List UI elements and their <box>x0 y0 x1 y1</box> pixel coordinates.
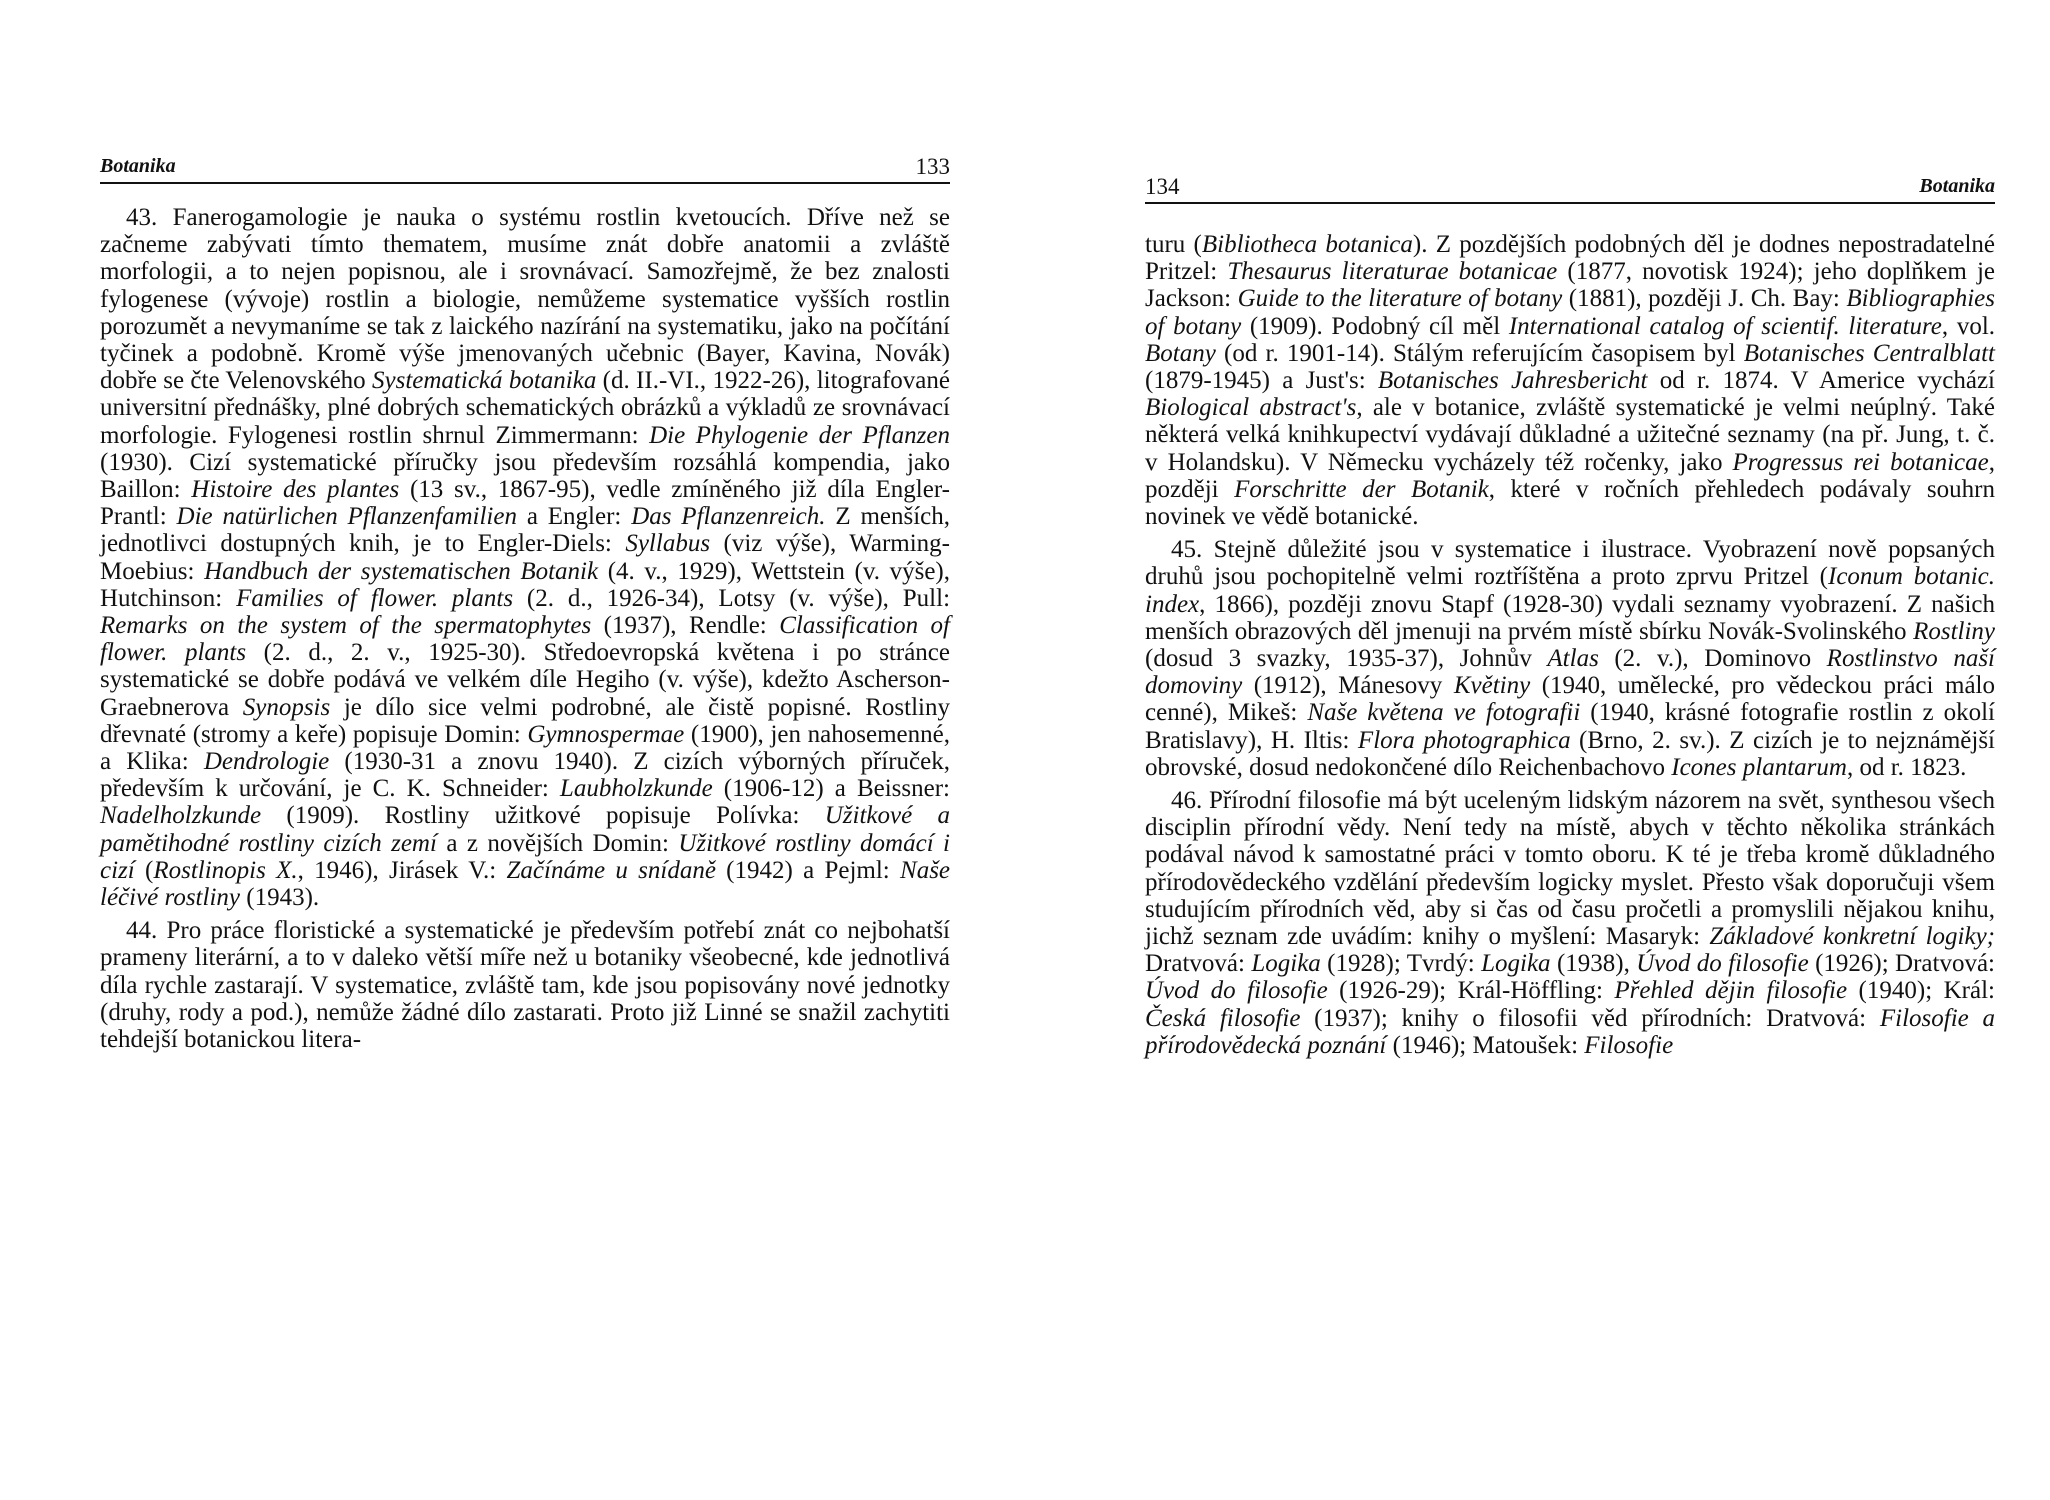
italic-title: Botany <box>1145 339 1216 367</box>
italic-title: Forschritte der Botanik <box>1234 475 1489 503</box>
text-run: (1912), Mánesovy <box>1242 672 1454 700</box>
italic-title: Laubholzkunde <box>559 775 713 803</box>
italic-title: Filosofie a přírodovědecká poznání <box>1145 1004 1995 1059</box>
text-run: (1909). Podobný cíl měl <box>1241 312 1509 340</box>
italic-title: Začínáme u snídaně <box>506 856 716 884</box>
text-run: (1946); Matoušek: <box>1386 1031 1585 1059</box>
running-head <box>100 152 950 184</box>
italic-title: Bibliographies of botany <box>1145 285 1995 340</box>
italic-title: Užitkové rostliny domácí i cizí <box>100 829 950 884</box>
text-run: (1938), <box>1550 950 1637 978</box>
paragraph-number: 45. <box>1171 536 1203 564</box>
text-run: a Engler: <box>516 503 632 531</box>
italic-title: Gymnospermae <box>527 720 685 748</box>
paragraph-number: 44. <box>126 917 158 945</box>
paragraph-44 <box>100 917 950 1053</box>
italic-title: Die Phylogenie der Pflanzen <box>649 421 950 449</box>
text-run: (2. v.), Dominovo <box>1598 645 1827 673</box>
text-run: (1879-1945) a Just's: <box>1145 367 1378 395</box>
text-run: (1909). Rostliny užitkové popisuje Polívka: <box>261 802 825 830</box>
text-run: (1926-29); Král-Höffling: <box>1327 977 1615 1005</box>
text-run: (1926); Dratvová: <box>1808 950 1995 978</box>
paragraph-number: 46. <box>1171 787 1203 815</box>
italic-title: Guide to the literature of botany <box>1237 285 1563 313</box>
text-run: (1937), Rendle: <box>591 612 780 640</box>
text-run: (Brno, 2. sv.). Z cizích je to nejznámější obrovské, dosud nedokončené dílo Reichenbachovo <box>1145 726 1996 781</box>
italic-title: Botanisches Centralblatt <box>1743 339 1996 367</box>
italic-title: Rostlinstvo naší domoviny <box>1145 645 1995 700</box>
italic-title: Die natürlichen Pflanzenfamilien <box>176 503 517 531</box>
italic-title: Iconum botanic. index <box>1145 563 1995 618</box>
italic-title: Atlas <box>1547 645 1599 673</box>
text-run: je dílo sice velmi podrobné, ale čistě popisné. Rostliny dřevnaté (stromy a keře) popisuje Domin: <box>100 693 950 748</box>
text-run: Z menších, jednotlivci dostupných knih, je to Engler-Diels: <box>100 503 951 558</box>
italic-title: Přehled dějin filosofie <box>1614 977 1848 1005</box>
text-run: Stejně důležité jsou v systematice i ilustrace. Vyobrazení nově popsaných druhů jsou pochopitelně velmi roztříštěna a proto zprvu Pritzel ( <box>1145 536 1995 591</box>
italic-title: Synopsis <box>242 693 331 721</box>
text-run: (dosud 3 svazky, 1935-37), Johnův <box>1145 645 1548 673</box>
paragraph-44-continued <box>1145 231 1995 530</box>
text-run: (13 sv., 1867-95), vedle zmíněného již díla Engler-Prantl: <box>100 476 950 531</box>
paragraph-43 <box>100 204 950 911</box>
italic-title: Icones plantarum <box>1671 753 1847 781</box>
text-run: (1940, umělecké, pro vědeckou práci málo cenné), Mikeš: <box>1145 672 1995 727</box>
text-run: (1900), jen nahosemenné, a Klika: <box>100 720 950 776</box>
text-run: od r. 1874. V Americe vychází <box>1647 367 1996 395</box>
text-run: (1940); Král: <box>1847 977 1995 1005</box>
italic-title: Užitkové a pamětihodné rostliny cizích zemí <box>100 802 951 857</box>
text-run: (4. v., 1929), Wettstein (v. výše), Hutchinson: <box>100 557 950 612</box>
body-text <box>100 204 950 1053</box>
italic-title: Dendrologie <box>203 748 330 776</box>
italic-title: Rostliny <box>1913 617 1995 645</box>
text-run: ( <box>134 856 154 884</box>
italic-title: Filosofie <box>1584 1031 1674 1059</box>
text-run: (viz výše), Warming-Moebius: <box>100 530 950 585</box>
running-head <box>1145 172 1995 204</box>
italic-title: Biological abstract's <box>1145 394 1357 422</box>
text-run: (1937); knihy o filosofii věd přírodních: Dratvová: <box>1300 1004 1880 1032</box>
italic-title: Botanisches Jahresbericht <box>1377 367 1648 395</box>
text-run: Pro práce floristické a systematické je především potřebí znát co nejbohatší prameny literární, a to v daleko větší míře než u botaniky všeobecné, kde jednotlivá díla rychle zastarají. V systematice, zvláště tam, kde jsou popisovány nové jednotky (druhy, rody a pod.), nemůže žádné dílo zastarati. Proto již Linné se snažil zachytiti tehdejší botanickou litera- <box>100 917 950 1054</box>
italic-title: Základové konkretní logiky; <box>1709 923 1995 951</box>
text-run: Fanerogamologie je nauka o systému rostlin kvetoucích. Dříve než se začneme zabývati tímto thematem, musíme znát dobře anatomii a zvláště morfologii, a to nejen popisnou, ale i srovnávací. Samozřejmě, že bez znalosti fylogenese (vývoje) rostlin a biologie, nemůžeme systematice vyšších rostlin porozumět a nevymaníme se tak z laického nazírání na systematiku, jako na počítání tyčinek a podobně. Kromě výše jmenovaných učebnic (Bayer, Kavina, Novák) dobře se čte Velenovského <box>100 204 950 395</box>
italic-title: Flora photographica <box>1357 726 1571 754</box>
italic-title: Syllabus <box>625 530 711 558</box>
italic-title: Das Pflanzenreich. <box>631 503 826 531</box>
right-page <box>1025 0 2050 1500</box>
text-run: (d. II.-VI., 1922-26), litografované universitní přednášky, plné dobrých schematických obrázků a výkladů ze srovnávací morfologie. Fylogenesi rostlin shrnul Zimmermann: <box>100 367 950 449</box>
italic-title: Classification of flower. plants <box>100 612 950 667</box>
italic-title: Logika <box>1251 950 1321 978</box>
text-run: , 1866), později znovu Stapf (1928-30) vydali seznamy vyobrazení. Z našich menších obrazových děl jmenuji na prvém místě sbírku Novák-Svolinského <box>1145 590 1995 645</box>
text-run: , které v ročních přehledech podávaly souhrn novinek ve vědě botanické. <box>1145 475 1995 531</box>
italic-title: Progressus rei botanicae <box>1732 448 1989 476</box>
italic-title: Úvod do filosofie <box>1636 950 1809 978</box>
italic-title: Bibliotheca botanica <box>1201 231 1413 258</box>
italic-title: Families of flower. plants <box>236 584 514 612</box>
text-run: (1930-31 a znovu 1940). Z cizích výborných příruček, především k určování, je C. K. Schneider: <box>100 748 950 803</box>
text-run: a z novějších Domin: <box>436 829 679 857</box>
italic-title: Naše květena ve fotografii <box>1307 699 1581 727</box>
text-run: (1906-12) a Beissner: <box>712 775 950 803</box>
paragraph-45 <box>1145 536 1995 781</box>
text-run: (1928); Tvrdý: <box>1320 950 1482 978</box>
text-run: , ale v botanice, zvláště systematické je velmi neúplný. Také některá velká knihkupectví vydávají důkladné a užitečné seznamy (na př. Jung, t. č. v Holandsku). V Německu vycházely též ročenky, jako <box>1145 394 1996 476</box>
text-run: ). Z pozdějších podobných děl je dodnes nepostradatelné Pritzel: <box>1145 231 1995 286</box>
italic-title: Česká filosofie <box>1145 1004 1301 1032</box>
text-run: (1942) a Pejml: <box>715 856 901 884</box>
running-title: Botanika <box>1919 175 1995 197</box>
italic-title: Květiny <box>1453 672 1531 700</box>
text-run: , později <box>1145 448 1995 503</box>
italic-title: Logika <box>1481 950 1551 978</box>
paragraph-46 <box>1145 787 1995 1059</box>
text-run: Dratvová: <box>1145 950 1252 978</box>
text-run: , od r. 1823. <box>1846 753 1967 781</box>
italic-title: Remarks on the system of the spermatophytes <box>100 612 592 640</box>
text-run: (1943). <box>240 884 320 912</box>
text-run: (1877, novotisk 1924); jeho doplňkem je Jackson: <box>1145 258 1995 313</box>
text-run: (od r. 1901-14). Stálým referujícím časopisem byl <box>1215 339 1744 367</box>
page-number: 134 <box>1145 174 1180 199</box>
italic-title: Úvod do filosofie <box>1145 977 1328 1005</box>
text-run: (1881), později J. Ch. Bay: <box>1562 285 1847 313</box>
italic-title: International catalog of scientif. literature <box>1508 312 1942 340</box>
text-run: , 1946), Jirásek V.: <box>297 856 507 884</box>
text-run: , vol. <box>1941 312 1996 340</box>
italic-title: Naše léčivé rostliny <box>100 856 951 912</box>
italic-title: Systematická botanika <box>372 367 597 395</box>
page-number: 133 <box>915 154 950 179</box>
running-title: Botanika <box>100 155 176 177</box>
body-text <box>1145 231 1995 1059</box>
text-run: (1930). Cizí systematické příručky jsou především rozsáhlá kompendia, jako Baillon: <box>100 448 950 504</box>
italic-title: Rostlinopis X. <box>153 856 298 884</box>
text-run: turu ( <box>1145 231 1202 258</box>
text-run: (1940, krásné fotografie rostlin z okolí Bratislavy), H. Iltis: <box>1145 699 1996 754</box>
italic-title: Histoire des plantes <box>191 476 400 504</box>
italic-title: Thesaurus literaturae botanicae <box>1227 258 1558 286</box>
italic-title: Handbuch der systematischen Botanik <box>204 557 599 585</box>
text-run: (2. d., 1926-34), Lotsy (v. výše), Pull: <box>513 584 951 612</box>
text-run: (2. d., 2. v., 1925-30). Středoevropská květena i po stránce systematické se dobře podává ve velkém díle Hegiho (v. výše), kdežto Ascherson-Graebnerova <box>100 639 950 721</box>
italic-title: Nadelholzkunde <box>100 802 262 830</box>
text-run: Přírodní filosofie má být uceleným lidským názorem na svět, synthesou všech disciplin přírodní vědy. Není tedy na místě, abych v těchto několika stránkách podával návod k samostatné práci v tomto oboru. K té je třeba kromě důkladného přírodovědeckého vzdělání především logicky myslet. Přesto však doporučuji všem studujícím přírodních věd, aby si čas od času pročetli a promyslili nějakou knihu, jichž seznam zde uvádím: knihy o myšlení: Masaryk: <box>1145 787 1995 951</box>
paragraph-number: 43. <box>126 204 158 231</box>
